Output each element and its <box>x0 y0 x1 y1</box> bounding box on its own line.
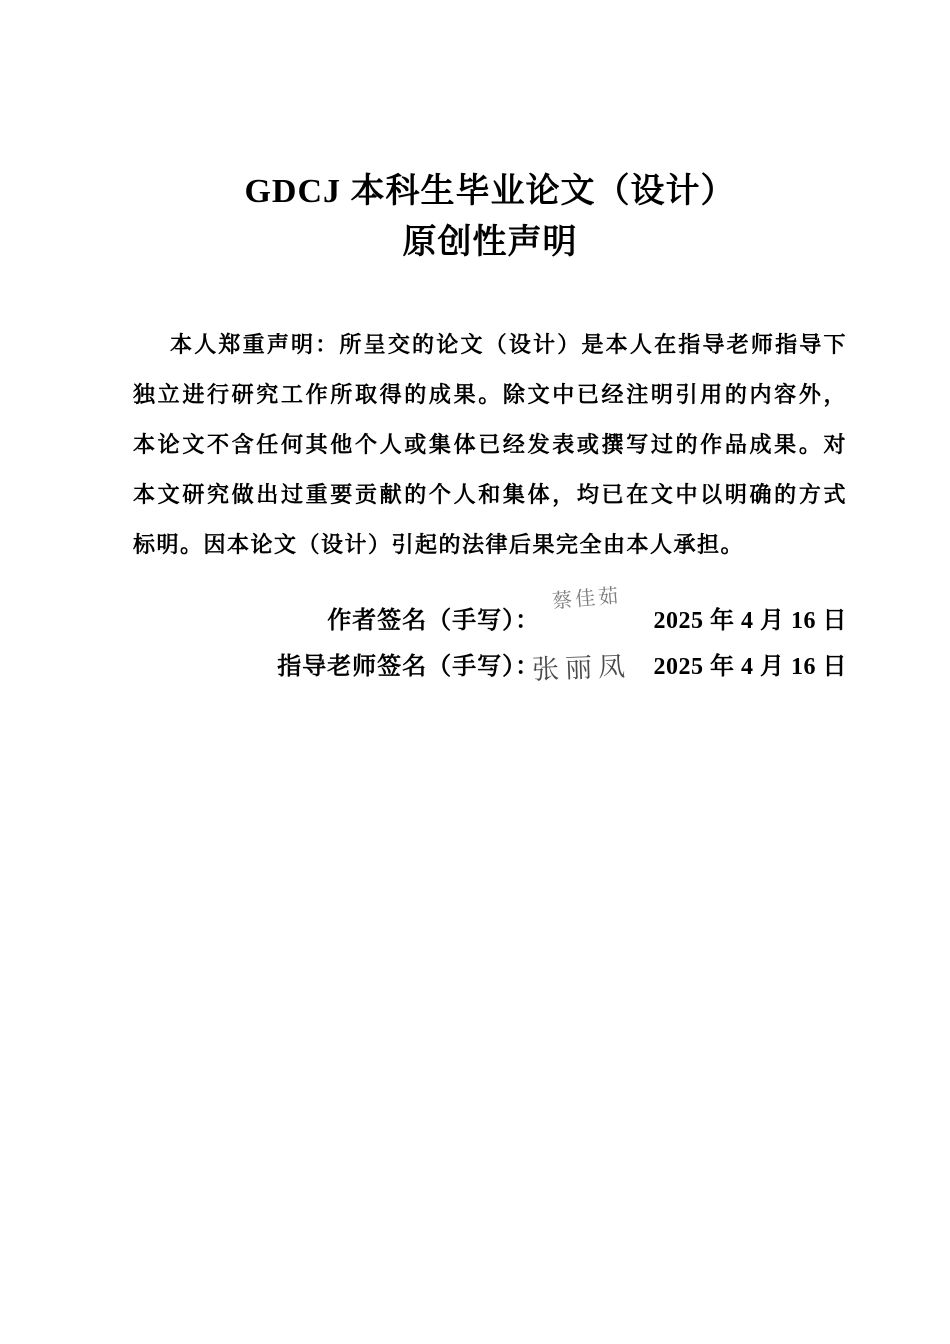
document-title-line2: 原创性声明 <box>402 224 578 261</box>
document-title <box>120 166 860 268</box>
declaration-line: 独立进行研究工作所取得的成果。除文中已经注明引用的内容外， <box>133 382 847 407</box>
declaration-line: 本论文不含任何其他个人或集体已经发表或撰写过的作品成果。对 <box>133 432 847 457</box>
author-signature-date: 2025 年 4 月 16 日 <box>653 607 847 634</box>
supervisor-signature-date: 2025 年 4 月 16 日 <box>653 653 847 680</box>
supervisor-signature-area <box>531 640 653 686</box>
supervisor-signature-row <box>133 640 847 686</box>
signature-block <box>133 583 847 686</box>
author-signature-row <box>133 583 847 640</box>
declaration-paragraph <box>133 320 847 570</box>
declaration-line: 本人郑重声明：所呈交的论文（设计）是本人在指导老师指导下 <box>170 332 847 357</box>
author-signature-label: 作者签名（手写）： <box>327 607 541 634</box>
author-handwritten-signature: 蔡佳茹 <box>551 583 623 613</box>
supervisor-handwritten-signature: 张丽凤 <box>531 651 632 686</box>
author-signature-area <box>540 583 653 640</box>
declaration-line: 本文研究做出过重要贡献的个人和集体，均已在文中以明确的方式 <box>133 482 847 507</box>
declaration-line: 标明。因本论文（设计）引起的法律后果完全由本人承担。 <box>133 532 745 557</box>
document-title-line1: GDCJ 本科生毕业论文（设计） <box>244 173 736 210</box>
supervisor-signature-label: 指导老师签名（手写）： <box>277 653 541 680</box>
